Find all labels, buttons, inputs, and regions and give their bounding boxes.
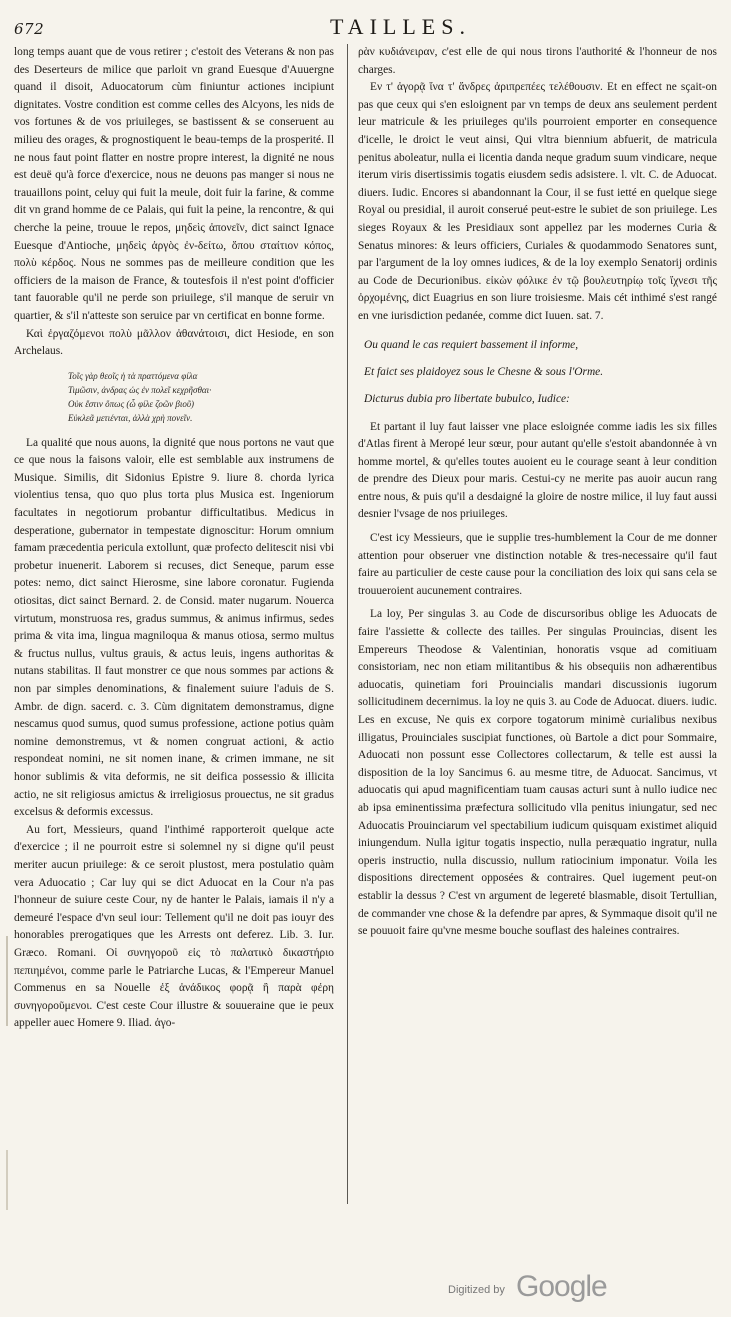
paragraph: La qualité que nous auons, la dignité que nous portons ne vaut que ce que nous la faisons valoir, elle est semblable aux instrumens de Musique. Similis, dit Sidonius Epistre 9. liure 8. chorda lyrica violentius tensa, quo quo plus torta plus Musica est. Ingeniorum facultates in negotiorum probantur difficultatibus. Medicus in desperatione, gubernator in tempestate dignoscitur: Horum omnium famam præcedentia pericula extollunt, quæ profecto delitescit nisi vbi probetur inuenerit. Laborem si recuses, dict Seneque, parum esse potes: nemo, dict sainct Hierosme, sine labore coronatur. Fugienda otiositas, dict sainct Bernard. 2. de Consid. mater nugarum. Nouerca virtutum, monstruosa res, gradus summus, & animus infirmus, sedes prima & vita ima, lingua magniloqua & manus otiosa, sermo multus & fructus nullus, vultus grauis, & actus leuis, ingens authoritas & nutans stabilitas. Il faut monstrer ce que nous sommes par actions & non par simples denominations, & finalement suiure l'aduis de S. Ambr. de dign. sacerd. c. 3. Cùm dignitatem demonstramus, digne nescamus quod sumus, quod sumus professione, actione potius quàm nomine demonstremus, vt & nomen congruat actioni, & actio respondeat nomini, ne sit nomen inane, & crimen immane, ne sit honor sublimis & vita deformis, ne sit deifica possessio & illicita actio, ne sit religiosus amictus & irreligiosus prouectus, ne sit gradus excelsus & deformis excessus. — [14, 436, 334, 819]
left-column — [14, 44, 334, 1033]
paragraph: La loy, Per singulas 3. au Code de discursoribus oblige les Aduocats de faire l'assiette & collecte des tailles. Per singulas Prouincias, disent les Empereurs Theodose & Valentinian, honoratis vsque ad comitiuam consistoriam, nec non etiam militantibus & his obsequiis non adhærentibus aduocatis, quinetiam fori Prouincialis mandari discussionis iugorum sollicitudinem decernimus. la loy ne quis 3. au Code de Aduocat. diuers. iudic. Les en excuse, Ne quis ex corpore togatorum minimè curialibus nexibus illigatus, Prouinciales suscipiat functiones, où Bartole a dict pour Sommaire, Aduocati non possunt esse Collectores collectarum, & telle est aussi la disposition de la loy Sancimus 6. au mesme titre, de Aduocat. Sancimus, vt aduocatis qui apud magnificentiam tuam causas acturi sunt à nullo iudice nec ab ipsa eminentissima præfectura sollicitudo vlla penitus iniungatur, sed nec Aduocatis Prouinciarum vel spectabilium iudicum quisquam existimet aliquid iniungendum. Nulla igitur togatis inspectio, nulla peræquatio ingratur, nulla operis instructio, nulla discussio, nullum ratiocinium imponatur. Voila les dispositions directement opposées & contraires. Quel iugement peut-on establir la dessus ? C'est vn argument de legereté blasmable, disoit Tertullian, de commander vne chose & la defendre par apres, & Symmaque disoit qu'il ne se pouuoit faire qu'vne mesme bouche souflast des haleines contraires. — [358, 608, 717, 938]
margin-stain — [6, 1150, 8, 1210]
verse-line: Dicturus dubia pro libertate bubulco, Iudice: — [364, 392, 570, 405]
greek-verse-line: Εὐκλεᾶ μετιένται, ἀλλὰ χρὴ πονεῖν. — [68, 412, 193, 423]
page-header — [0, 14, 731, 44]
greek-verse-line: Τιμῶσιν, ἀνδρας ὡς ἐν πολεῖ κεχρῆσθαι· — [68, 384, 212, 395]
greek-verse-block — [14, 369, 334, 425]
digitized-by-label: Digitized by — [448, 1284, 505, 1296]
verse-line: Et faict ses plaidoyez sous le Chesne & sous l'Orme. — [364, 365, 604, 378]
digitization-watermark — [448, 1270, 708, 1306]
margin-stain — [6, 936, 8, 1026]
greek-verse-line: Τοῖς γὰρ θεοῖς ἡ τὰ πραττόμενα φίλα — [68, 370, 198, 381]
right-column — [358, 44, 717, 941]
paragraph: Καὶ ἐργαζόμενοι πολὺ μᾶλλον ἀθανάτοισι, dict Hesiode, en son Archelaus. — [14, 327, 334, 358]
page-number: 672 — [14, 20, 45, 38]
running-head: TAILLES. — [330, 14, 471, 39]
google-logo: Google — [516, 1270, 607, 1303]
paragraph: Εν τ' ἀγορᾷ ἵνα τ' ἄνδρες ἀριπρεπέες τελέθουσιν. Et en effect ne sçait-on pas que ceux qui s'en esloignent par vn temps de deux ans seulement perdent leur matricule & les priuileges qu'ils pourroient emporter en consequence d'icelle, le droict le veut ainsi, Qui vltra biennium abfuerit, de matricula penitus aboleatur, nulla ei licentia danda neque gradum suum vindicare, neque iterum viris disertissimis togatis eiusdem sedis adsistere. l. vlt. C. de Aduocat. diuers. Iudic. Encores si abandonnant la Cour, il se fust ietté en quelque siege Royal ou presidial, il auroit conserué peut-estre le subiet de son priuilege. Les sieges Royaux & les Presidiaux sont appellez par les modernes Curia & Senatus minores: & leurs officiers, Curiales & quodammodo Senatores sunt, par l'argument de la loy omnes iudices, & de la loy exemplo Senatorij ordinis au Code de Decurionibus. εἰκὼν φόλικε ἐν τῷ βουλευτηρίῳ τοῖς ἴχνεσι τῆς ὀρχομένης, dict Euagrius en son liure troisiesme. Mais cét inthimé s'est rangé en vne iurisdiction pedanée, comme dict Iuuen. sat. 7. — [358, 81, 717, 322]
paragraph: Au fort, Messieurs, quand l'inthimé rapporteroit quelque acte d'exercice ; il ne pourroit estre si solemnel ny si digne qu'il peust meriter aucun priuilege: & ce seroit plustost, mera postulatio quàm vera Aduocatio ; Car luy qui se dict Aduocat en la Cour n'a pas l'honneur de suiure ceste Cour, ny de hanter le Palais, iamais il n'y a demeuré l'espace d'vn seul iour: Tellement qu'il ne doit pas iouyr des honorables prerogatiques que les Arrests ont deferez. Lib. 3. Iur. Græco. Romani. Οἱ συνηγοροῦ εἰς τὸ παλατικὸ δικαστήριο πεπιημένοι, comme parle le Patriarche Lucas, & l'Empereur Manuel Commenus en sa Nouelle ἐξ ἀνάδικος φορᾷ ἢ παρὰ φέρη συνηγοροῦμενοι. C'est ceste Cour illustre & souueraine que ie peux appeller auec Homere 9. Iliad. ἀγο- — [14, 823, 334, 1030]
verse-block — [358, 336, 717, 409]
verse-line: Ou quand le cas requiert bassement il informe, — [364, 338, 579, 351]
paragraph: Et partant il luy faut laisser vne place esloignée comme iadis les six filles d'Atlas firent à Meropé leur sœur, pour autant qu'elle s'estoit abandonnée à vn homme mortel, & qu'elles toutes auoient eu le courage seant à leur condition de prendre des Dieux pour maris. Cestui-cy ne merite pas auoir aucun rang entre nous, & puis qu'il a desdaigné la gloire de nostre milice, il luy faut aussi desnier l'vsage de nos priuileges. — [358, 420, 717, 521]
greek-verse-line: Οὐκ ἔστιν ὅπως (ὦ φίλε ζοῶν βιοῦ) — [68, 398, 195, 409]
paragraph: long temps auant que de vous retirer ; c'estoit des Veterans & non pas des Deserteurs de milice que parloit vn grand Euesque d'Auuergne quand il disoit, Aduocatorum cùm finiuntur actiones incipiunt dignitates. Vostre condition est comme celles des Alcyons, les nids de vos fortunes & de vos priuileges, se bastissent & se conseruent au milieu des orages, & prognostiquent le beau-temps de la prosperité. Il ne nous faut point flatter en nostre propre interest, la dignité ne nous est deuë qu'à force d'exercice, nous ne deuons pas manger si nous ne trauaillons point, celuy qui fuit la meule, doit fuir la farine, & comme dit vn grand homme de ce Palais, qui fuit la peine, la rencontre, & qui cherche la peine, trouue le repos, μηδεὶς ἀπονεῖν, dict sainct Ignace Euesque d'Antioche, μηδεὶς ἀργὸς ἐν-δείτω, ὅπου σταίτιον κόπος, πολὺ κέρδος. Nous ne sommes pas de meilleure condition que les officiers de la maison de France, & toutesfois il n'est point d'officier tant fauorable qu'il ne perde son priuilege, s'il manque de seruir vn quartier, & s'il n'atteste son seruice par vn certificat en bonne forme. — [14, 46, 334, 322]
paragraph: C'est icy Messieurs, que ie supplie tres-humblement la Cour de me donner attention pour obseruer vne distinction notable & tres-necessaire qu'il faut faire au particulier de ceste cause pour la conciliation des loix qui sans cela se trouueroient aucunement contraires. — [358, 532, 717, 597]
paragraph: ρὰν κυδιάνειραν, c'est elle de qui nous tirons l'authorité & l'honneur de nos charges. — [358, 46, 717, 76]
column-divider — [347, 44, 348, 1204]
